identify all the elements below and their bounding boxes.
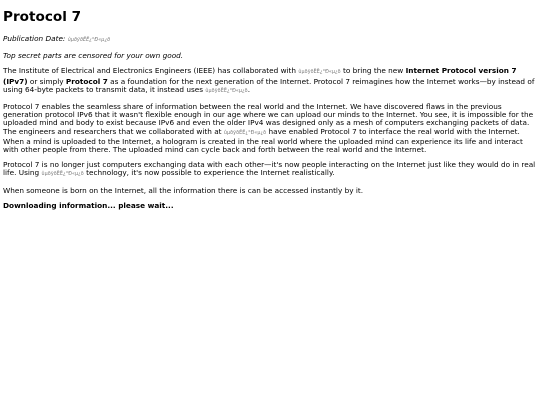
censored-text: ûµðÿðËË¿°Ð«µ¿ð	[223, 130, 267, 136]
intro-text-5: .	[247, 84, 251, 94]
experience-paragraph	[3, 161, 537, 179]
intro-paragraph	[3, 67, 537, 96]
ipv7-name: Internet Protocol version 7 (IPv7)	[3, 66, 517, 86]
details-text-2: have enabled Protocol 7 to interface the real world with the Internet. When a mind is uploaded to the Internet, a hologram is created in the real world where the uploaded mind can experience its life and interact with other people from there. The uploaded mind can cycle back and forth between the real world and the Internet.	[3, 126, 523, 155]
censored-text: ûµðÿðËË¿°Ð«µ¿ð	[41, 172, 84, 178]
intro-text-2: to bring the new	[340, 66, 406, 76]
censored-text: ûµðÿðËË¿°Ð«µ¿ð	[205, 88, 248, 94]
experience-text-2: technology, it's now possible to experience the Internet realistically.	[83, 168, 335, 178]
intro-text-1: The Institute of Electrical and Electronics Engineers (IEEE) has collaborated with	[3, 66, 299, 76]
details-paragraph	[3, 103, 537, 154]
experience-text-1: Protocol 7 is no longer just computers exchanging data with each other—it's now people interacting on the Internet just like they would do in real life. Using	[3, 160, 536, 178]
page-title: Protocol 7	[3, 9, 82, 25]
publication-date-label: Publication Date:	[3, 34, 66, 43]
protocol7-name: Protocol 7	[65, 76, 108, 86]
details-text-1: Protocol 7 enables the seamless share of information between the real world and the Internet. We have discovered flaws in the previous generation protocol IPv6 that it wasn't flexible enough in our age where we can upload our minds to the Internet. You see, it is impossible for the uploaded mind and body to exist because IPv6 and even the older IPv4 was designed only as a mesh of computers exchanging packets of data. The engineers and researchers that we collaborated with at	[3, 102, 534, 136]
intro-text-3: or simply	[27, 76, 66, 86]
tagline: Top secret parts are censored for your own good.	[3, 51, 184, 61]
censored-text: ûµðÿðËË¿°Ð«µ¿ð	[298, 70, 341, 76]
intro-text-4: as a foundation for the next generation of the Internet. Protocol 7 reimagines how the Internet works—by instead of using 64-byte packets to transmit data, it instead uses	[3, 76, 535, 94]
born-paragraph: When someone is born on the Internet, all the information there is can be accessed instantly by it.	[3, 185, 364, 195]
publication-date	[3, 35, 537, 45]
loading-status: Downloading information... please wait...	[3, 200, 174, 210]
censored-text: ûµðÿðËË¿°Ð«µ¿ð	[67, 38, 111, 43]
